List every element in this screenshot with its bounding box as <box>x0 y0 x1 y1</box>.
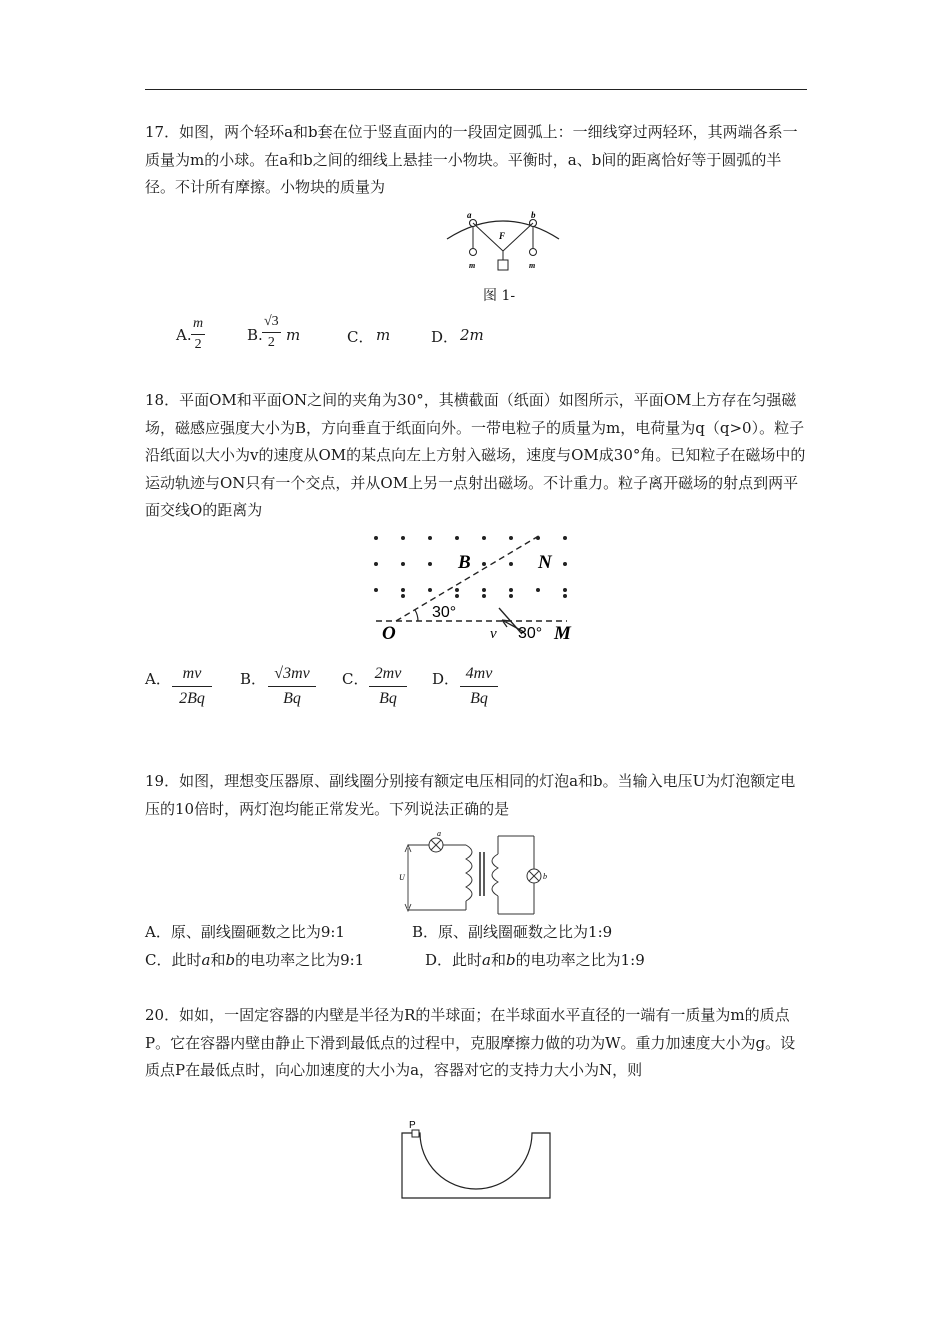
q18-option-c-num: 2mv <box>374 665 402 682</box>
q19-fig-label-u: U <box>399 873 405 882</box>
q18-option-b-label: B． <box>240 670 267 688</box>
q18-option-b-num: √3mv <box>274 665 310 682</box>
q19-fig-label-a: a <box>437 829 441 838</box>
q18-option-d-frac <box>460 664 498 709</box>
q17-option-d-value: 2m <box>460 326 484 344</box>
q20-text: 20．如如，一固定容器的内壁是半径为R的半球面；在半球面水平直径的一端有一质量为m的质点P。它在容器内壁由静止下滑到最低点的过程中，克服摩擦力做的功为W。重力加速度大小为g。设质点P在最低点时，向心加速度的大小为a，容器对它的支持力大小为N，则 <box>145 1006 796 1079</box>
q17-option-b-den: 2 <box>267 335 275 350</box>
header-rule <box>145 89 807 90</box>
q17-option-c-label: C． <box>347 328 374 346</box>
q18-option-d-den: Bq <box>470 690 488 707</box>
q17-figure <box>443 205 563 277</box>
q19-text: 19．如图，理想变压器原、副线圈分别接有额定电压相同的灯泡a和b。当输入电压U为灯泡额定电压的10倍时，两灯泡均能正常发光。下列说法正确的是 <box>145 772 796 818</box>
q17-option-a-den: 2 <box>194 337 202 352</box>
q20-figure <box>398 1118 554 1202</box>
q18-option-a-num: mv <box>182 665 202 682</box>
q19-option-c: C．此时a和b的电功率之比为9:1 <box>145 951 365 969</box>
q18-option-d-num: 4mv <box>465 665 493 682</box>
q17-caption: 图 1- <box>483 288 516 304</box>
q20-fig-label-p: P <box>409 1120 416 1131</box>
q18-fig-label-n: N <box>538 552 552 573</box>
q17-option-a-frac <box>191 316 205 353</box>
q17-fig-label-m-left: m <box>469 261 476 270</box>
q18-fig-label-angle2: 30° <box>518 625 543 642</box>
q17-option-b-num: √3 <box>264 314 279 329</box>
q18-fig-label-angle1: 30° <box>432 604 457 621</box>
q18-option-c-frac <box>369 664 407 709</box>
q17-fig-label-f: F <box>499 231 506 241</box>
q18-option-a-den: 2Bq <box>179 690 205 707</box>
q19-option-d: D．此时a和b的电功率之比为1:9 <box>425 951 645 969</box>
q17-option-b-frac <box>262 314 281 351</box>
q18-option-a-frac <box>172 664 212 709</box>
q18-option-d-label: D． <box>432 670 460 688</box>
q18-fig-label-m: M <box>554 623 571 644</box>
q18-fig-label-b: B <box>458 552 471 573</box>
q18-option-c-label: C． <box>342 670 369 688</box>
q19-option-b: B．原、副线圈砸数之比为1:9 <box>412 923 613 941</box>
q19-figure <box>398 826 558 916</box>
q17-text: 17．如图，两个轻环a和b套在位于竖直面内的一段固定圆弧上：一细线穿过两轻环，其两端各系一质量为m的小球。在a和b之间的细线上悬挂一小物块。平衡时，a、b间的距离恰好等于圆弧的半径。不计所有摩擦。小物块的质量为 <box>145 123 798 196</box>
q17-fig-label-b: b <box>531 210 536 220</box>
q17-option-d-label: D． <box>431 328 459 346</box>
q18-option-a-label: A． <box>145 670 171 688</box>
q18-figure <box>362 528 594 648</box>
q19-fig-label-b: b <box>543 872 547 881</box>
q17-fig-label-a: a <box>467 210 472 220</box>
q18-text: 18．平面OM和平面ON之间的夹角为30°，其横截面（纸面）如图所示，平面OM上方存在匀强磁场，磁感应强度大小为B，方向垂直于纸面向外。一带电粒子的质量为m，电荷量为q（q>0）。粒子沿纸面以大小为v的速度从OM的某点向左上方射入磁场，速度与OM成30°角。已知粒子在磁场中的运动轨迹与ON只有一个交点，并从OM上另一点射出磁场。不计重力。粒子离开磁场的射点到两平面交线O的距离为 <box>145 391 806 519</box>
q17-option-c-value: m <box>376 326 391 344</box>
q18-option-b-frac <box>268 664 316 709</box>
q17-option-a-num: m <box>193 316 204 331</box>
q18-option-b-den: Bq <box>283 690 301 707</box>
q18-fig-label-v: v <box>490 626 497 642</box>
q17-option-b-label: B. <box>247 326 263 344</box>
q18-fig-label-o: O <box>382 623 396 644</box>
q18-option-c-den: Bq <box>379 690 397 707</box>
q17-option-a-label: A. <box>176 326 192 344</box>
q17-fig-label-m-right: m <box>529 261 536 270</box>
q17-option-b-suffix: m <box>286 326 301 344</box>
q19-option-a: A．原、副线圈砸数之比为9:1 <box>145 923 345 941</box>
